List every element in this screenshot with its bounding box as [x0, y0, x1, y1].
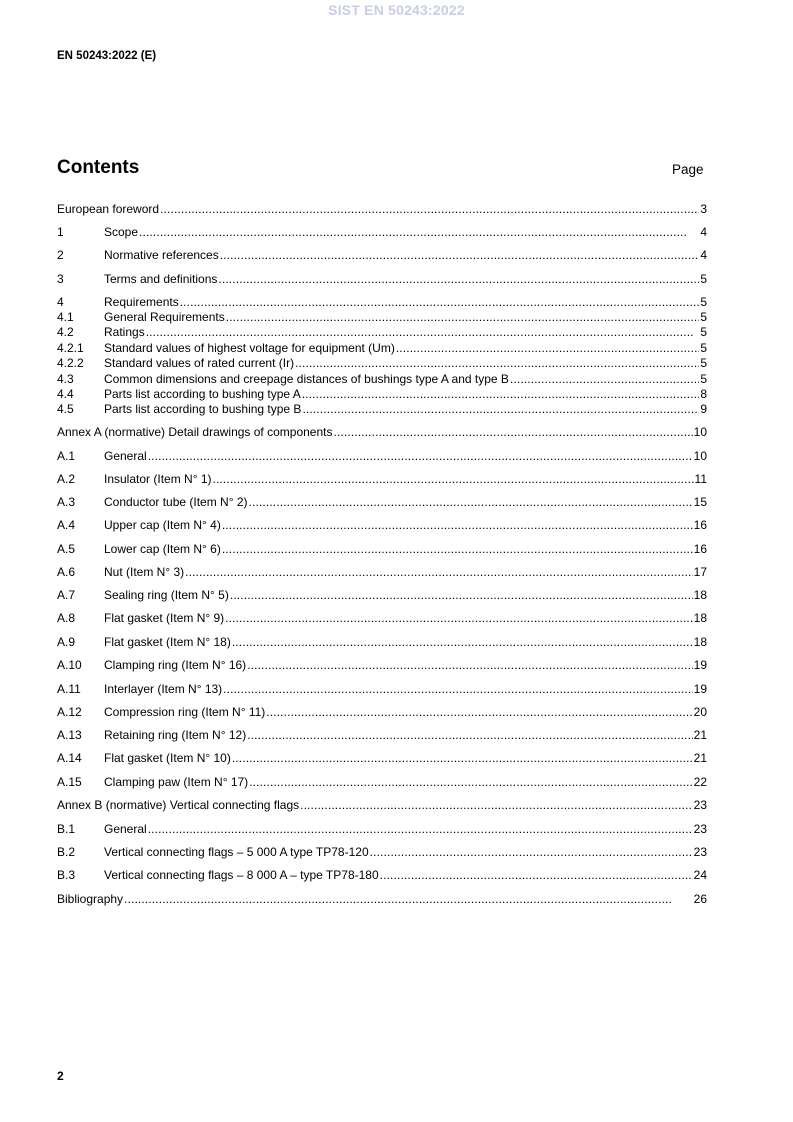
toc-dot-leader: [232, 751, 693, 766]
toc-dot-leader: [148, 449, 693, 464]
toc-entry-title: Scope: [104, 225, 139, 239]
toc-entry-page: 4: [700, 225, 707, 239]
toc-dot-leader: [180, 295, 700, 310]
toc-entry[interactable]: [57, 387, 707, 402]
toc-entry[interactable]: [57, 310, 707, 325]
toc-entry[interactable]: [57, 449, 707, 464]
toc-entry-number: A.12: [57, 705, 82, 719]
toc-entry-page: 5: [700, 372, 707, 386]
toc-entry-title: Flat gasket (Item N° 18): [104, 635, 231, 649]
toc-entry[interactable]: [57, 495, 707, 510]
toc-entry-title: Compression ring (Item N° 11): [104, 705, 266, 719]
toc-entry[interactable]: [57, 635, 707, 650]
toc-entry-title: Parts list according to bushing type A: [104, 387, 301, 401]
toc-entry-page: 5: [700, 272, 707, 286]
toc-dot-leader: [302, 402, 699, 417]
toc-entry-title: Normative references: [104, 248, 219, 262]
toc-entry-title: Insulator (Item N° 1): [104, 472, 212, 486]
toc-entry-number: B.2: [57, 845, 76, 859]
toc-entry-number: 1: [57, 225, 64, 239]
toc-entry-page: 10: [693, 425, 707, 439]
toc-entry-title: Ratings: [104, 325, 145, 339]
watermark: SIST EN 50243:2022: [328, 2, 465, 18]
toc-entry-page: 23: [693, 798, 707, 812]
toc-entry-title: Nut (Item N° 3): [104, 565, 185, 579]
toc-dot-leader: [302, 387, 700, 402]
toc-entry-title: Annex B (normative) Vertical connecting flags: [57, 798, 300, 812]
toc-entry-title: Clamping ring (Item N° 16): [104, 658, 247, 672]
toc-entry-title: Upper cap (Item N° 4): [104, 518, 221, 532]
toc-dot-leader: [510, 372, 699, 387]
toc-entry-title: Requirements: [104, 295, 179, 309]
toc-dot-leader: [218, 272, 699, 287]
toc-entry-page: 17: [693, 565, 707, 579]
toc-entry-title: General Requirements: [104, 310, 225, 324]
toc-entry-page: 5: [700, 341, 707, 355]
toc-entry-page: 4: [700, 248, 707, 262]
toc-entry-page: 3: [700, 202, 707, 216]
toc-entry[interactable]: [57, 225, 707, 240]
toc-entry-title: Annex A (normative) Detail drawings of components: [57, 425, 333, 439]
toc-entry-title: Vertical connecting flags – 5 000 A type TP78-120: [104, 845, 369, 859]
toc-entry[interactable]: [57, 425, 707, 440]
toc-dot-leader: [146, 325, 700, 340]
toc-dot-leader: [223, 682, 692, 697]
toc-dot-leader: [139, 225, 699, 240]
toc-entry-title: European foreword: [57, 202, 160, 216]
toc-entry[interactable]: [57, 892, 707, 907]
toc-entry-number: A.1: [57, 449, 76, 463]
toc-dot-leader: [300, 798, 693, 813]
toc-entry-title: Terms and definitions: [104, 272, 218, 286]
toc-entry[interactable]: [57, 822, 707, 837]
toc-entry-number: A.8: [57, 611, 76, 625]
toc-entry-page: 15: [693, 495, 707, 509]
toc-entry-page: 18: [693, 588, 707, 602]
toc-entry-number: A.6: [57, 565, 76, 579]
toc-dot-leader: [249, 775, 692, 790]
toc-entry[interactable]: [57, 775, 707, 790]
toc-entry-number: 4.2.1: [57, 341, 84, 355]
toc-entry[interactable]: [57, 372, 707, 387]
toc-entry[interactable]: [57, 402, 707, 417]
toc-entry-page: 21: [693, 728, 707, 742]
toc-dot-leader: [230, 588, 693, 603]
toc-entry-number: 4.4: [57, 387, 74, 401]
toc-entry-title: Flat gasket (Item N° 10): [104, 751, 231, 765]
toc-entry[interactable]: [57, 588, 707, 603]
toc-entry[interactable]: [57, 356, 707, 371]
toc-entry-title: Standard values of highest voltage for equipment (Um): [104, 341, 395, 355]
toc-entry[interactable]: [57, 565, 707, 580]
toc-entry[interactable]: [57, 658, 707, 673]
toc-entry[interactable]: [57, 868, 707, 883]
toc-entry-page: 18: [693, 611, 707, 625]
toc-entry-page: 5: [700, 310, 707, 324]
toc-entry[interactable]: [57, 798, 707, 813]
toc-entry-number: A.14: [57, 751, 82, 765]
toc-entry-number: A.3: [57, 495, 76, 509]
document-id: EN 50243:2022 (E): [57, 50, 157, 62]
toc-entry-page: 22: [693, 775, 707, 789]
toc-entry-title: Standard values of rated current (Ir): [104, 356, 295, 370]
toc-entry-page: 26: [693, 892, 707, 906]
toc-dot-leader: [222, 542, 693, 557]
toc-entry-page: 5: [700, 325, 707, 339]
toc-entry-title: Bibliography: [57, 892, 124, 906]
toc-entry-number: A.4: [57, 518, 76, 532]
toc-entry-number: A.11: [57, 682, 81, 696]
toc-entry-title: Clamping paw (Item N° 17): [104, 775, 249, 789]
toc-dot-leader: [226, 310, 700, 325]
toc-entry[interactable]: [57, 542, 707, 557]
toc-entry-number: A.13: [57, 728, 82, 742]
toc-entry-page: 11: [694, 472, 707, 486]
toc-entry[interactable]: [57, 751, 707, 766]
toc-entry-page: 10: [693, 449, 707, 463]
toc-dot-leader: [249, 495, 693, 510]
toc-entry[interactable]: [57, 295, 707, 310]
toc-entry[interactable]: [57, 325, 707, 340]
toc-entry-title: Conductor tube (Item N° 2): [104, 495, 248, 509]
toc-dot-leader: [222, 518, 693, 533]
toc-dot-leader: [148, 822, 693, 837]
toc-entry-page: 23: [693, 822, 707, 836]
toc-entry-number: 4: [57, 295, 64, 309]
toc-dot-leader: [232, 635, 693, 650]
toc-entry-number: B.3: [57, 868, 76, 882]
toc-entry[interactable]: [57, 202, 707, 217]
toc-entry-number: A.10: [57, 658, 82, 672]
toc-entry[interactable]: [57, 272, 707, 287]
toc-dot-leader: [220, 248, 700, 263]
toc-entry[interactable]: [57, 518, 707, 533]
footer-page-number: 2: [57, 1069, 64, 1083]
toc-entry[interactable]: [57, 728, 707, 743]
toc-dot-leader: [213, 472, 694, 487]
toc-entry-title: Vertical connecting flags – 8 000 A – type TP78-180: [104, 868, 379, 882]
toc-entry-title: Common dimensions and creepage distances of bushings type A and type B: [104, 372, 509, 386]
toc-dot-leader: [370, 845, 693, 860]
toc-entry-page: 23: [693, 845, 707, 859]
toc-entry-number: 4.2.2: [57, 356, 84, 370]
toc-dot-leader: [247, 658, 692, 673]
toc-entry-page: 21: [693, 751, 707, 765]
toc-entry[interactable]: [57, 682, 707, 697]
toc-entry-number: A.15: [57, 775, 82, 789]
toc-entry-number: A.2: [57, 472, 76, 486]
toc-entry-page: 9: [700, 402, 707, 416]
toc-dot-leader: [380, 868, 693, 883]
toc-entry-number: A.9: [57, 635, 76, 649]
toc-entry-title: Parts list according to bushing type B: [104, 402, 302, 416]
toc-dot-leader: [124, 892, 693, 907]
toc-entry[interactable]: [57, 705, 707, 720]
toc-entry-page: 19: [693, 682, 707, 696]
toc-entry-title: Retaining ring (Item N° 12): [104, 728, 247, 742]
toc-entry-title: Sealing ring (Item N° 5): [104, 588, 229, 602]
toc-entry-page: 20: [693, 705, 707, 719]
toc-entry[interactable]: [57, 248, 707, 263]
toc-dot-leader: [247, 728, 692, 743]
toc-dot-leader: [333, 425, 692, 440]
toc-entry-title: Interlayer (Item N° 13): [104, 682, 223, 696]
toc-dot-leader: [225, 611, 692, 626]
toc-entry-title: General: [104, 822, 147, 836]
toc-entry-number: 4.5: [57, 402, 74, 416]
toc-entry-page: 5: [700, 356, 707, 370]
toc-entry-number: 4.1: [57, 310, 74, 324]
toc-entry[interactable]: [57, 341, 707, 356]
toc-entry-number: 4.2: [57, 325, 74, 339]
toc-entry-title: Lower cap (Item N° 6): [104, 542, 221, 556]
toc-entry[interactable]: [57, 472, 707, 487]
toc-entry-page: 18: [693, 635, 707, 649]
toc-dot-leader: [266, 705, 692, 720]
toc-entry-number: A.5: [57, 542, 76, 556]
toc-entry-number: B.1: [57, 822, 76, 836]
page-column-header: Page: [672, 162, 704, 177]
toc-dot-leader: [295, 356, 699, 371]
page-title: Contents: [57, 157, 140, 178]
toc-entry-page: 16: [693, 518, 707, 532]
toc-entry[interactable]: [57, 845, 707, 860]
toc-entry-page: 16: [693, 542, 707, 556]
toc-entry-page: 8: [700, 387, 707, 401]
toc-dot-leader: [160, 202, 699, 217]
toc-entry-number: 2: [57, 248, 64, 262]
toc-entry-page: 5: [700, 295, 707, 309]
toc-entry[interactable]: [57, 611, 707, 626]
toc-dot-leader: [185, 565, 692, 580]
toc-entry-number: 4.3: [57, 372, 74, 386]
toc-entry-page: 24: [693, 868, 707, 882]
toc-entry-title: General: [104, 449, 147, 463]
toc-entry-title: Flat gasket (Item N° 9): [104, 611, 225, 625]
toc-dot-leader: [396, 341, 699, 356]
toc-entry-page: 19: [693, 658, 707, 672]
toc-entry-number: A.7: [57, 588, 76, 602]
toc-entry-number: 3: [57, 272, 64, 286]
